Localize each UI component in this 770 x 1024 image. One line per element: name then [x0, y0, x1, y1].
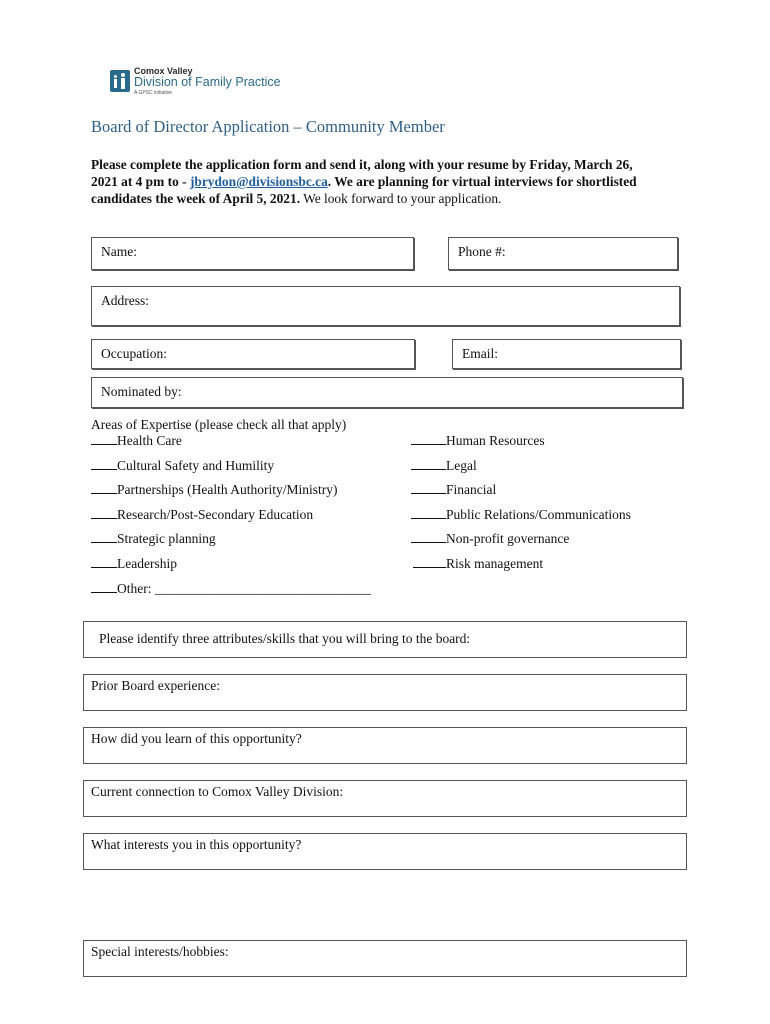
area-label: Research/Post-Secondary Education [117, 507, 314, 522]
phone-label: Phone #: [458, 244, 506, 259]
occupation-field[interactable] [91, 339, 415, 369]
checkbox-other[interactable] [91, 581, 371, 597]
name-field[interactable] [91, 237, 414, 270]
prior-board-label: Prior Board experience: [91, 678, 220, 693]
checkbox-non-profit-governance[interactable] [411, 531, 569, 547]
attributes-label: Please identify three attributes/skills that you will bring to the board: [99, 631, 471, 646]
interests-field[interactable] [83, 833, 687, 870]
connection-field[interactable] [83, 780, 687, 817]
logo-line3: A GPSC initiative [134, 90, 173, 96]
areas-heading: Areas of Expertise (please check all that apply) [91, 417, 347, 432]
area-label: Other: ________________________________ [117, 581, 371, 596]
checkbox-research[interactable] [91, 507, 313, 523]
address-field[interactable] [91, 286, 680, 326]
checkbox-human-resources[interactable] [411, 433, 545, 449]
attributes-field[interactable] [83, 621, 687, 658]
checkbox-partnerships[interactable] [91, 482, 337, 498]
interests-label: What interests you in this opportunity? [91, 837, 302, 852]
family-icon [110, 70, 130, 92]
phone-field[interactable] [448, 237, 678, 270]
hobbies-field[interactable] [83, 940, 687, 977]
occupation-label: Occupation: [101, 346, 167, 361]
nominated-by-field[interactable] [91, 377, 683, 408]
area-label: Non-profit governance [446, 531, 570, 546]
email-link[interactable]: jbrydon@divisionsbc.ca [189, 174, 328, 189]
checkbox-strategic-planning[interactable] [91, 531, 216, 547]
checkbox-financial[interactable] [411, 482, 496, 498]
nominated-by-label: Nominated by: [101, 384, 182, 399]
area-label: Legal [446, 458, 477, 473]
checkbox-legal[interactable] [411, 458, 477, 474]
organization-logo [110, 66, 285, 96]
area-label: Cultural Safety and Humility [117, 458, 275, 473]
prior-board-field[interactable] [83, 674, 687, 711]
email-field[interactable] [452, 339, 681, 369]
checkbox-public-relations[interactable] [411, 507, 631, 523]
learn-opportunity-label: How did you learn of this opportunity? [91, 731, 302, 746]
area-label: Leadership [117, 556, 177, 571]
checkbox-health-care[interactable] [91, 433, 182, 449]
area-label: Human Resources [446, 433, 545, 448]
checkbox-cultural-safety[interactable] [91, 458, 274, 474]
logo-line2: Division of Family Practice [134, 75, 281, 89]
logo-line1: Comox Valley [134, 66, 193, 76]
area-label: Risk management [446, 556, 544, 571]
name-label: Name: [101, 244, 137, 259]
checkbox-leadership[interactable] [91, 556, 177, 572]
area-label: Strategic planning [117, 531, 216, 546]
hobbies-label: Special interests/hobbies: [91, 944, 229, 959]
intro-paragraph [91, 156, 661, 207]
learn-opportunity-field[interactable] [83, 727, 687, 764]
address-label: Address: [101, 293, 149, 308]
intro-text-3: We look forward to your application. [300, 191, 502, 206]
area-label: Partnerships (Health Authority/Ministry) [117, 482, 338, 497]
page-title: Board of Director Application – Community Member [91, 117, 445, 136]
intro-text-2: . We are planning for virtual interviews for shortlisted candidates the week of April 5, 2021. [91, 174, 637, 206]
intro-text-1: Please complete the application form and send it, along with your resume by Friday, March 26, 2021 at 4 pm to - [91, 157, 633, 189]
connection-label: Current connection to Comox Valley Division: [91, 784, 344, 799]
area-label: Public Relations/Communications [446, 507, 631, 522]
checkbox-risk-management[interactable] [413, 556, 543, 572]
email-label: Email: [462, 346, 498, 361]
area-label: Health Care [117, 433, 182, 448]
area-label: Financial [446, 482, 497, 497]
